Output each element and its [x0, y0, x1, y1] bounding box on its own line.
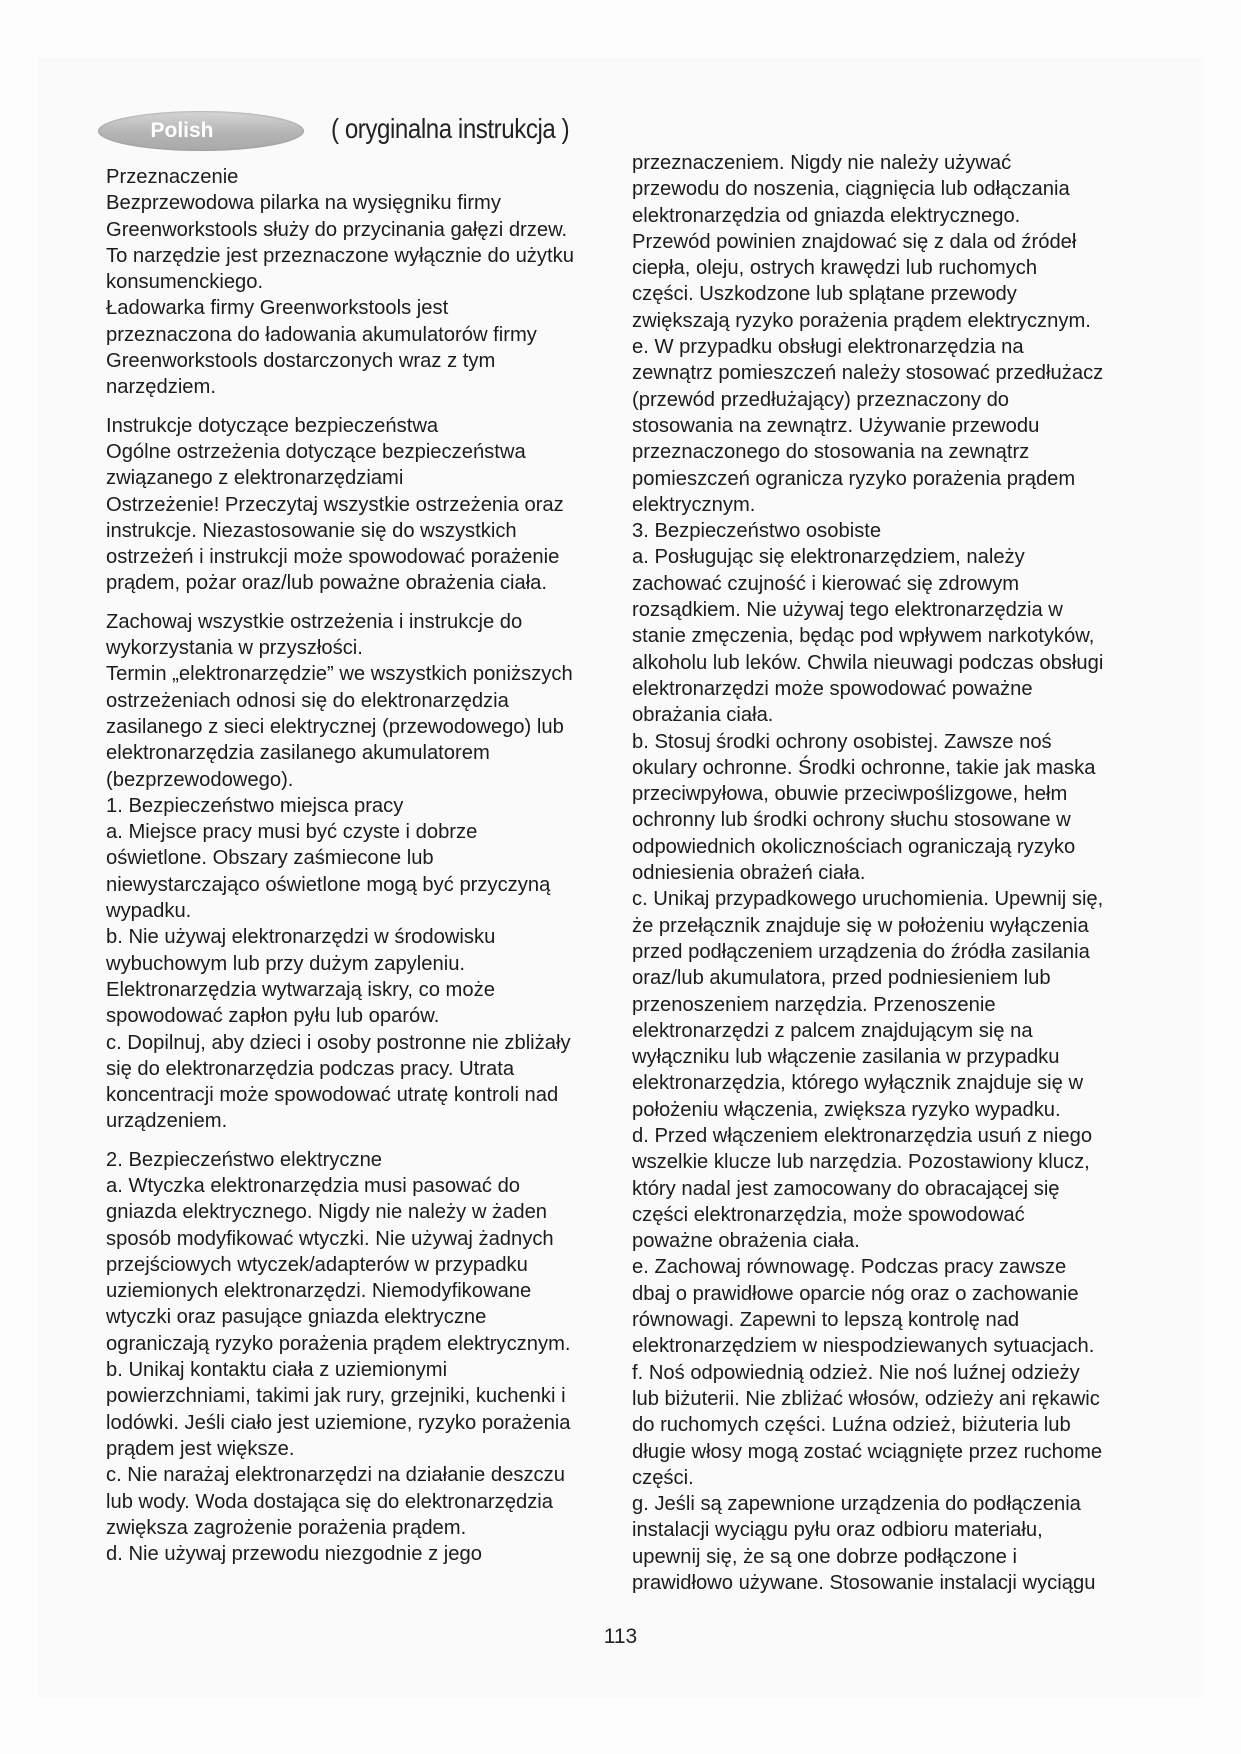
text-line: konsumenckiego.: [106, 271, 264, 294]
text-line: przenoszeniem narzędzia. Przenoszenie: [632, 993, 996, 1016]
text-line: elektronarzędzia zasilanego akumulatorem: [106, 742, 490, 765]
text-line: b. Nie używaj elektronarzędzi w środowisku: [106, 926, 496, 949]
text-line: części.: [632, 1466, 694, 1489]
text-line: prądem jest większe.: [106, 1437, 295, 1460]
text-line: się do elektronarzędzia podczas pracy. Utrata: [106, 1057, 515, 1080]
text-line: że przełącznik znajduje się w położeniu wyłączenia: [632, 914, 1089, 937]
text-line: przejściowych wtyczek/adapterów w przypadku: [106, 1253, 528, 1276]
text-line: wybuchowym lub przy dużym zapyleniu.: [106, 952, 466, 975]
text-line: przeznaczonego do stosowania na zewnątrz: [632, 441, 1030, 464]
text-line: 1. Bezpieczeństwo miejsca pracy: [106, 794, 404, 817]
text-line: b. Stosuj środki ochrony osobistej. Zawsze noś: [632, 730, 1052, 753]
text-line: zasilanego z sieci elektrycznej (przewodowego) lub: [106, 715, 564, 738]
text-line: stanie zmęczenia, będąc pod wpływem narkotyków,: [632, 625, 1095, 648]
text-line: urządzeniem.: [106, 1110, 228, 1133]
text-line: elektronarzędzi może spowodować poważne: [632, 677, 1033, 700]
text-line: instrukcje. Niezastosowanie się do wszystkich: [106, 519, 517, 542]
text-line: 2. Bezpieczeństwo elektryczne: [106, 1148, 383, 1171]
text-line: przeznaczona do ładowania akumulatorów firmy: [106, 323, 537, 346]
text-line: Elektronarzędzia wytwarzają iskry, co może: [106, 978, 495, 1001]
text-line: 3. Bezpieczeństwo osobiste: [632, 520, 882, 543]
text-line: sposób modyfikować wtyczki. Nie używaj żadnych: [106, 1227, 554, 1250]
text-line: przewodu do noszenia, ciągnięcia lub odłączania: [632, 178, 1070, 201]
text-line: Ładowarka firmy Greenworkstools jest: [106, 297, 449, 320]
text-line: uziemionych elektronarzędzi. Niemodyfikowane: [106, 1280, 532, 1303]
text-line: okulary ochronne. Środki ochronne, takie jak maska: [632, 756, 1096, 779]
text-line: wtyczki oraz pasujące gniazda elektryczne: [106, 1306, 487, 1329]
text-line: (przewód przedłużający) przeznaczony do: [632, 388, 1010, 411]
text-line: elektronarzędziem w niespodziewanych sytuacjach.: [632, 1335, 1095, 1358]
text-line: koncentracji może spowodować utratę kontroli nad: [106, 1084, 559, 1107]
text-line: ostrzeżeniach odnosi się do elektronarzędzia: [106, 689, 509, 712]
text-line: Zachowaj wszystkie ostrzeżenia i instrukcje do: [106, 610, 523, 633]
text-line: oświetlone. Obszary zaśmiecone lub: [106, 847, 434, 870]
text-line: elektronarzędzia od gniazda elektrycznego.: [632, 204, 1021, 227]
text-line: d. Przed włączeniem elektronarzędzia usuń z niego: [632, 1124, 1093, 1147]
text-line: który nadal jest zamocowany do obracającej się: [632, 1177, 1060, 1200]
text-line: Instrukcje dotyczące bezpieczeństwa: [106, 414, 439, 437]
text-line: części. Uszkodzone lub splątane przewody: [632, 283, 1017, 306]
text-line: elektronarzędzia, którego wyłącznik znajduje się w: [632, 1072, 1084, 1095]
text-line: Greenworkstools służy do przycinania gałęzi drzew.: [106, 218, 568, 241]
text-line: upewnij się, że są one dobrze podłączone i: [632, 1545, 1017, 1568]
text-line: c. Nie narażaj elektronarzędzi na działanie deszczu: [106, 1464, 565, 1487]
text-line: odniesienia obrażeń ciała.: [632, 862, 866, 885]
text-line: c. Unikaj przypadkowego uruchomienia. Upewnij się,: [632, 888, 1104, 911]
text-line: Termin „elektronarzędzie” we wszystkich poniższych: [106, 663, 573, 686]
text-line: elektronarzędzi z palcem znajdującym się na: [632, 1019, 1033, 1042]
text-line: oraz/lub akumulatora, przed podniesieniem lub: [632, 967, 1051, 990]
text-line: części elektronarzędzia, może spowodować: [632, 1203, 1025, 1226]
text-line: (bezprzewodowego).: [106, 768, 294, 791]
text-line: położeniu włączenia, zwiększa ryzyko wypadku.: [632, 1098, 1061, 1121]
text-line: b. Unikaj kontaktu ciała z uziemionymi: [106, 1359, 448, 1382]
language-badge: [98, 111, 304, 151]
text-line: e. Zachowaj równowagę. Podczas pracy zawsze: [632, 1256, 1067, 1279]
text-line: wykorzystania w przyszłości.: [106, 637, 363, 660]
text-line: a. Wtyczka elektronarzędzia musi pasować do: [106, 1174, 521, 1197]
text-line: zwiększają ryzyko porażenia prądem elektrycznym.: [632, 309, 1091, 332]
text-line: niewystarczająco oświetlone mogą być przyczyną: [106, 873, 551, 896]
text-line: prawidłowo używane. Stosowanie instalacji wyciągu: [632, 1572, 1096, 1595]
text-line: f. Noś odpowiednią odzież. Nie noś luźnej odzieży: [632, 1361, 1080, 1384]
text-line: d. Nie używaj przewodu niezgodnie z jego: [106, 1543, 482, 1566]
text-line: a. Posługując się elektronarzędziem, należy: [632, 546, 1025, 569]
text-line: Przewód powinien znajdować się z dala od źródeł: [632, 230, 1077, 253]
text-line: ostrzeżeń i instrukcji może spowodować porażenie: [106, 546, 560, 569]
text-line: przeznaczeniem. Nigdy nie należy używać: [632, 152, 1012, 174]
text-line: pomieszczeń ogranicza ryzyko porażenia prądem: [632, 467, 1076, 490]
text-line: To narzędzie jest przeznaczone wyłącznie do użytku: [106, 244, 574, 267]
text-line: obrażania ciała.: [632, 704, 774, 727]
text-line: równowagi. Zapewni to lepszą kontrolę nad: [632, 1309, 1020, 1332]
text-line: wypadku.: [106, 900, 192, 923]
text-line: alkoholu lub leków. Chwila nieuwagi podczas obsługi: [632, 651, 1104, 674]
text-line: długie włosy mogą zostać wciągnięte przez ruchome: [632, 1440, 1103, 1463]
text-line: narzędziem.: [106, 376, 216, 399]
instruction-heading: ( oryginalna instrukcja ): [331, 113, 570, 144]
text-line: poważne obrażenia ciała.: [632, 1230, 860, 1253]
text-line: Ogólne ostrzeżenia dotyczące bezpieczeństwa: [106, 440, 526, 463]
text-line: stosowania na zewnątrz. Używanie przewodu: [632, 414, 1040, 437]
left-text-column: [106, 164, 626, 1567]
text-line: instalacji wyciągu pyłu oraz odbioru materiału,: [632, 1519, 1043, 1542]
text-line: e. W przypadku obsługi elektronarzędzia na: [632, 336, 1024, 359]
text-line: c. Dopilnuj, aby dzieci i osoby postronne nie zbliżały: [106, 1031, 571, 1054]
text-line: związanego z elektronarzędziami: [106, 467, 404, 490]
language-badge-label: Polish: [150, 119, 214, 142]
text-line: rozsądkiem. Nie używaj tego elektronarzędzia w: [632, 599, 1063, 622]
text-line: ograniczają ryzyko porażenia prądem elektrycznym.: [106, 1332, 571, 1355]
text-line: gniazda elektrycznego. Nigdy nie należy w żaden: [106, 1201, 548, 1224]
text-line: Greenworkstools dostarczonych wraz z tym: [106, 350, 496, 373]
text-line: ciepła, oleju, ostrych krawędzi lub ruchomych: [632, 257, 1038, 280]
text-line: powierzchniami, takimi jak rury, grzejniki, kuchenki i: [106, 1385, 566, 1408]
text-line: do ruchomych części. Luźna odzież, biżuteria lub: [632, 1414, 1071, 1437]
text-line: prądem, pożar oraz/lub poważne obrażenia ciała.: [106, 572, 548, 595]
text-line: wszelkie klucze lub narzędzia. Pozostawiony klucz,: [632, 1151, 1090, 1174]
text-line: Ostrzeżenie! Przeczytaj wszystkie ostrzeżenia oraz: [106, 493, 564, 516]
text-line: przed podłączeniem urządzenia do źródła zasilania: [632, 940, 1090, 963]
text-line: lodówki. Jeśli ciało jest uziemione, ryzyko porażenia: [106, 1411, 571, 1434]
text-line: zwiększa zagrożenie porażenia prądem.: [106, 1516, 467, 1539]
text-line: elektrycznym.: [632, 493, 756, 516]
text-line: zachować czujność i kierować się zdrowym: [632, 572, 1020, 595]
text-line: przeciwpyłowa, obuwie przeciwpoślizgowe, hełm: [632, 783, 1068, 806]
text-line: wyłączniku lub włączenie zasilania w przypadku: [632, 1046, 1060, 1069]
text-line: g. Jeśli są zapewnione urządzenia do podłączenia: [632, 1493, 1081, 1516]
text-line: dbaj o prawidłowe oparcie nóg oraz o zachowanie: [632, 1282, 1079, 1305]
right-text-column: [632, 150, 1152, 1596]
text-line: zewnątrz pomieszczeń należy stosować przedłużacz: [632, 362, 1104, 385]
text-line: Bezprzewodowa pilarka na wysięgniku firmy: [106, 192, 501, 215]
text-line: odpowiednich okolicznościach ograniczają ryzyko: [632, 835, 1076, 858]
text-line: lub biżuterii. Nie zbliżać włosów, odzieży ani rękawic: [632, 1387, 1100, 1410]
text-line: Przeznaczenie: [106, 166, 239, 188]
text-line: a. Miejsce pracy musi być czyste i dobrze: [106, 821, 478, 844]
page-number: 113: [603, 1625, 638, 1648]
text-line: spowodować zapłon pyłu lub oparów.: [106, 1005, 440, 1028]
text-line: lub wody. Woda dostająca się do elektronarzędzia: [106, 1490, 554, 1513]
text-line: ochronny lub środki ochrony słuchu stosowane w: [632, 809, 1071, 832]
